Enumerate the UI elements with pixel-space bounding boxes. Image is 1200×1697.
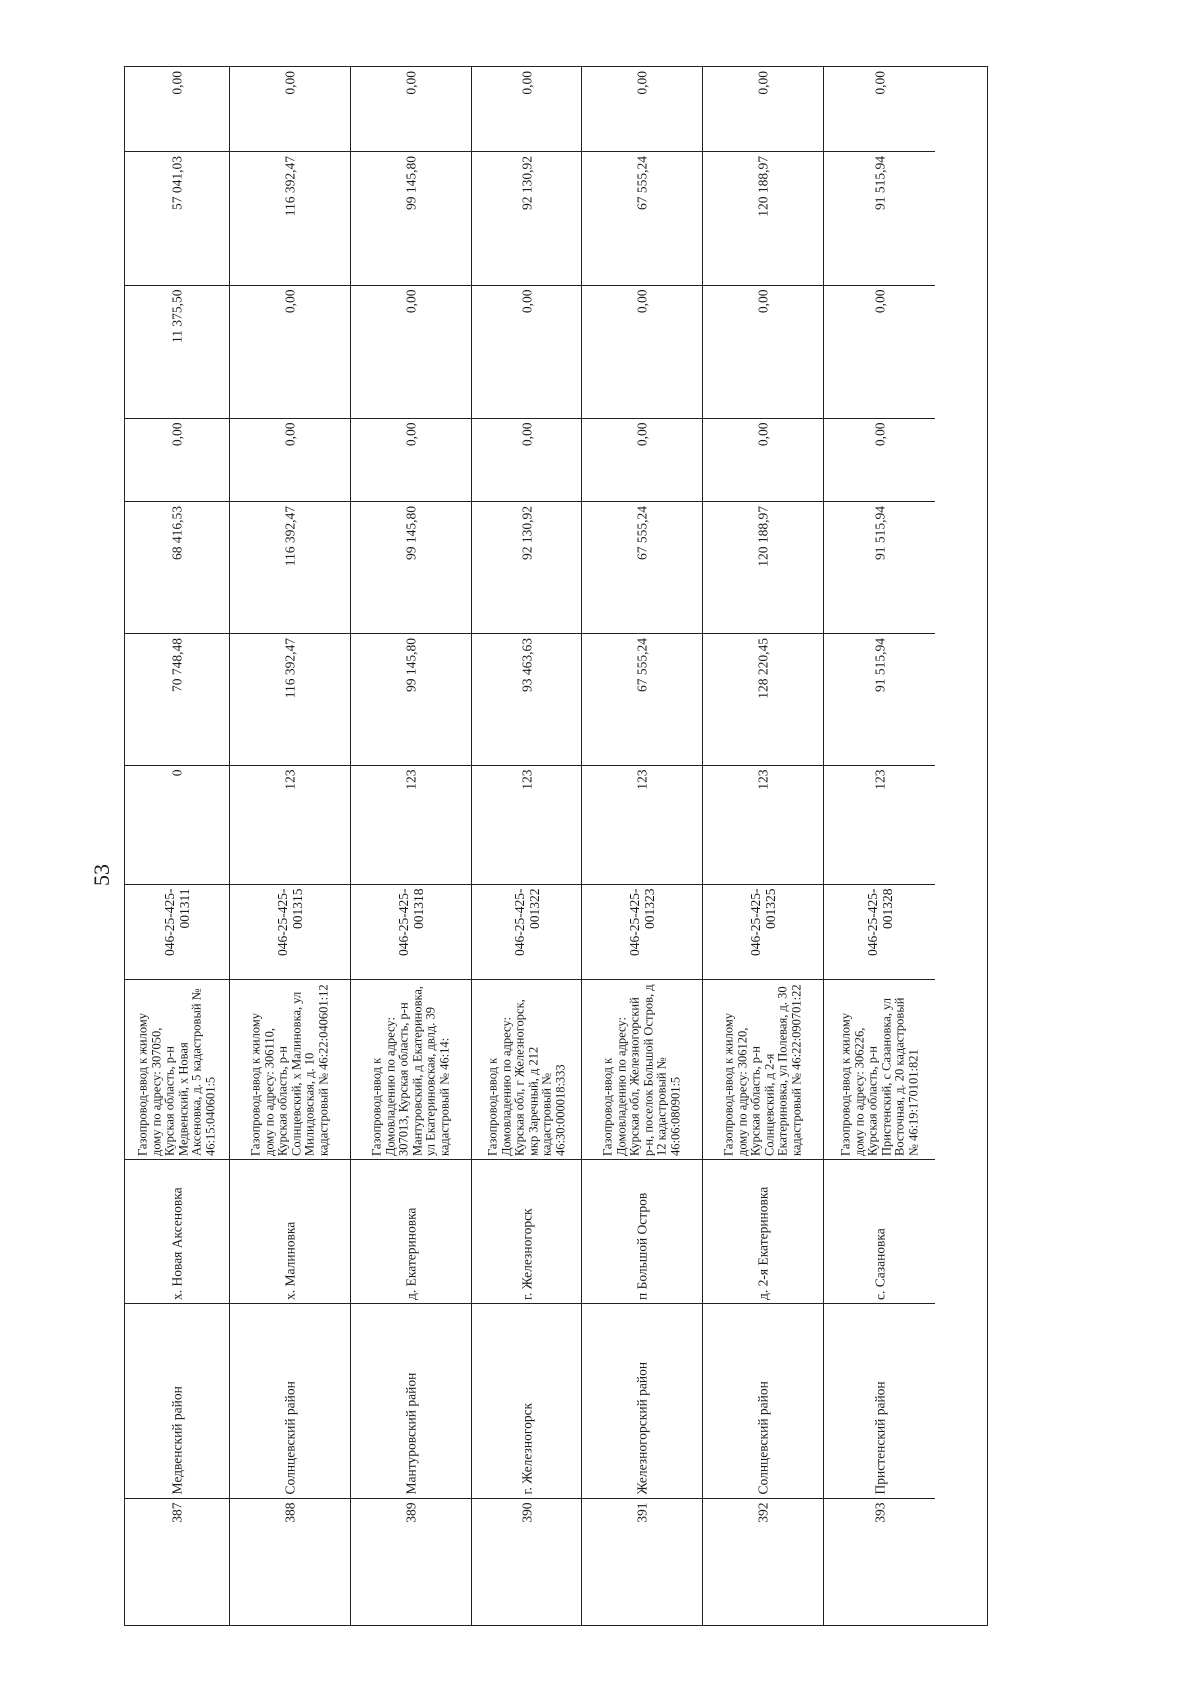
cell-v5	[125, 151, 229, 285]
cell-settlement	[824, 1159, 935, 1303]
cell-text: 392	[755, 1502, 771, 1523]
cell-v1	[824, 633, 935, 765]
cell-text: 116 392,47	[282, 637, 298, 698]
cell-text: 0,00	[403, 289, 419, 314]
cell-text: Газопровод-ввод к жилому дому по адресу: 306120, Курская область, р-н Солнцевский, д 2-я Екатериновка, ул Полевая, д. 30 кадастровый № 46:22:090701:22	[721, 983, 803, 1156]
cell-text: 0,00	[169, 422, 185, 447]
cell-text: 0,00	[169, 71, 185, 95]
cell-v1	[472, 633, 581, 765]
cell-text: 123	[755, 769, 771, 790]
cell-text: 0,00	[872, 289, 887, 314]
cell-v6	[824, 67, 935, 151]
cell-text: 91 515,94	[872, 505, 887, 560]
cell-v5	[703, 151, 823, 285]
cell-text: 91 515,94	[872, 155, 887, 210]
cell-v1	[582, 633, 702, 765]
cell-text: г. Железногорск	[519, 1207, 534, 1300]
data-table	[124, 66, 988, 1626]
cell-text: 116 392,47	[282, 505, 298, 566]
cell-text: 67 555,24	[634, 155, 650, 210]
cell-v4	[472, 285, 581, 418]
cell-v3	[703, 418, 823, 501]
cell-v1	[351, 633, 471, 765]
cell-v3	[582, 418, 702, 501]
cell-text: х. Новая Аксеновка	[169, 1186, 185, 1300]
cell-text: 123	[872, 769, 887, 790]
cell-text: 92 130,92	[519, 155, 534, 210]
cell-text: с. Сазановка	[872, 1227, 887, 1300]
cell-text: 0,00	[634, 422, 650, 447]
cell-text: 123	[403, 769, 419, 790]
cell-rate	[824, 765, 935, 884]
cell-index	[582, 1498, 702, 1627]
cell-v2	[230, 501, 350, 633]
cell-v5	[230, 151, 350, 285]
cell-v5	[351, 151, 471, 285]
cell-text: Газопровод-ввод к жилому дому по адресу: 306110, Курская область, р-н Солнцевский, х Малиновка, ул Милидовская, д. 10 кадастровый № 46:22:040601:12	[248, 983, 330, 1156]
cell-settlement	[125, 1159, 229, 1303]
cell-text: 57 041,03	[169, 155, 185, 210]
cell-text: 123	[634, 769, 650, 790]
cell-index	[230, 1498, 350, 1627]
cell-text: Медвенский район	[169, 1386, 185, 1495]
cell-code	[703, 884, 823, 979]
cell-text: Газопровод-ввод к Домовладению по адресу: 307013, Курская область, р-н Мантуровский, д Екатериновка, ул Екатериновская, двлд. 39 кадастровый № 46:14:	[369, 985, 451, 1156]
cell-object	[824, 979, 935, 1159]
cell-settlement	[230, 1159, 350, 1303]
cell-text: 92 130,92	[519, 505, 534, 560]
cell-text: 99 145,80	[403, 155, 419, 210]
cell-text: 046-25-425-001315	[275, 888, 305, 956]
cell-text: Газопровод-ввод к Домовладению по адресу: Курская обл, г Железногорск, мкр Заречный, д 212 кадастровый № 46:30:000018:333	[485, 998, 567, 1156]
cell-v1	[230, 633, 350, 765]
table-row	[703, 67, 824, 1625]
cell-text: 0,00	[403, 71, 419, 95]
cell-v1	[703, 633, 823, 765]
table-row	[582, 67, 703, 1625]
cell-v1	[125, 633, 229, 765]
cell-rate	[472, 765, 581, 884]
cell-text: 93 463,63	[519, 637, 534, 692]
cell-v3	[824, 418, 935, 501]
cell-v5	[824, 151, 935, 285]
cell-code	[824, 884, 935, 979]
cell-text: 046-25-425-001318	[396, 888, 426, 956]
cell-text: 120 188,97	[755, 155, 771, 217]
cell-text: 123	[519, 769, 534, 790]
cell-v3	[351, 418, 471, 501]
cell-district	[230, 1303, 350, 1498]
cell-text: 0,00	[519, 289, 534, 314]
cell-v3	[230, 418, 350, 501]
cell-index	[472, 1498, 581, 1627]
cell-text: 0	[169, 769, 185, 777]
cell-v2	[472, 501, 581, 633]
cell-text: 128 220,45	[755, 637, 771, 699]
cell-code	[472, 884, 581, 979]
cell-text: 0,00	[403, 422, 419, 447]
cell-rate	[703, 765, 823, 884]
cell-rate	[125, 765, 229, 884]
table-row	[230, 67, 351, 1625]
cell-text: 0,00	[872, 422, 887, 447]
cell-object	[582, 979, 702, 1159]
cell-text: 116 392,47	[282, 155, 298, 216]
cell-object	[472, 979, 581, 1159]
cell-text: 0,00	[282, 71, 298, 95]
cell-v6	[351, 67, 471, 151]
cell-text: 391	[634, 1502, 650, 1523]
cell-v2	[125, 501, 229, 633]
cell-text: 0,00	[282, 289, 298, 314]
cell-text: 67 555,24	[634, 505, 650, 560]
cell-text: 046-25-425-001325	[748, 888, 778, 956]
cell-v5	[472, 151, 581, 285]
cell-text: 99 145,80	[403, 505, 419, 560]
cell-text: 393	[872, 1502, 887, 1523]
cell-text: д. 2-я Екатериновка	[755, 1186, 771, 1300]
cell-text: 120 188,97	[755, 505, 771, 567]
cell-index	[703, 1498, 823, 1627]
cell-text: 046-25-425-001322	[511, 888, 542, 956]
cell-text: 11 375,50	[169, 289, 185, 343]
cell-v4	[230, 285, 350, 418]
cell-settlement	[703, 1159, 823, 1303]
cell-v6	[125, 67, 229, 151]
cell-v4	[703, 285, 823, 418]
cell-text: 0,00	[755, 289, 771, 314]
cell-text: 123	[282, 769, 298, 790]
cell-text: 046-25-425-001323	[627, 888, 657, 956]
cell-v4	[582, 285, 702, 418]
cell-v2	[351, 501, 471, 633]
cell-text: Газопровод-ввод к жилому дому по адресу: 307050, Курская область, р-н Медвенский, х Новая Аксеновка, д. 5 кадастровый № 46:15:040601:5	[135, 987, 217, 1156]
cell-district	[125, 1303, 229, 1498]
cell-text: 0,00	[519, 422, 534, 447]
cell-text: 0,00	[755, 422, 771, 447]
cell-code	[230, 884, 350, 979]
cell-text: д. Екатериновка	[403, 1207, 419, 1300]
cell-code	[351, 884, 471, 979]
cell-rate	[582, 765, 702, 884]
cell-text: 046-25-425-001328	[864, 888, 895, 956]
cell-text: х. Малиновка	[282, 1221, 298, 1300]
cell-index	[351, 1498, 471, 1627]
cell-district	[351, 1303, 471, 1498]
cell-rate	[351, 765, 471, 884]
cell-object	[351, 979, 471, 1159]
cell-v6	[582, 67, 702, 151]
cell-text: Газопровод-ввод к Домовладению по адресу: Курская обл, Железногорский р-н, поселок Большой Остров, д 12 кадастровый № 46:06:080901:5	[600, 983, 682, 1156]
cell-text: Солнцевский район	[282, 1381, 298, 1495]
cell-v4	[125, 285, 229, 418]
cell-settlement	[351, 1159, 471, 1303]
cell-object	[230, 979, 350, 1159]
cell-v2	[582, 501, 702, 633]
cell-text: Газопровод-ввод к жилому дому по адресу: 306226, Курская область, р-н Пристенский, с Сазановка, ул Восточная, д. 20 кадастровый № 46:19:170101:821	[838, 997, 920, 1156]
cell-text: 0,00	[755, 71, 771, 95]
cell-text: г. Железногорск	[519, 1402, 534, 1495]
cell-text: п Большой Остров	[634, 1192, 650, 1300]
cell-district	[824, 1303, 935, 1498]
cell-text: 0,00	[519, 71, 534, 95]
cell-index	[824, 1498, 935, 1627]
cell-text: 0,00	[872, 71, 887, 95]
cell-v4	[351, 285, 471, 418]
cell-text: 0,00	[634, 289, 650, 314]
page-number: 53	[89, 864, 114, 886]
cell-v4	[824, 285, 935, 418]
cell-v6	[703, 67, 823, 151]
cell-text: 91 515,94	[872, 637, 887, 692]
cell-object	[703, 979, 823, 1159]
cell-text: Мантуровский район	[403, 1372, 419, 1495]
cell-text: 99 145,80	[403, 637, 419, 692]
cell-v2	[703, 501, 823, 633]
cell-v6	[230, 67, 350, 151]
cell-text: 387	[169, 1502, 185, 1523]
cell-text: 0,00	[282, 422, 298, 447]
cell-district	[582, 1303, 702, 1498]
cell-text: 390	[519, 1502, 534, 1523]
cell-text: 389	[403, 1502, 419, 1523]
cell-v2	[824, 501, 935, 633]
cell-text: 68 416,53	[169, 505, 185, 560]
cell-code	[582, 884, 702, 979]
cell-text: 0,00	[634, 71, 650, 95]
cell-settlement	[582, 1159, 702, 1303]
cell-index	[125, 1498, 229, 1627]
cell-text: Пристенский район	[872, 1381, 887, 1495]
cell-district	[703, 1303, 823, 1498]
cell-v3	[125, 418, 229, 501]
table-row	[472, 67, 582, 1625]
cell-text: 388	[282, 1502, 298, 1523]
cell-text: 70 748,48	[169, 637, 185, 692]
cell-v3	[472, 418, 581, 501]
cell-text: Железногорский район	[634, 1361, 650, 1495]
cell-district	[472, 1303, 581, 1498]
cell-rate	[230, 765, 350, 884]
cell-text: Солнцевский район	[755, 1381, 771, 1495]
cell-text: 046-25-425-001311	[162, 888, 192, 956]
table-row	[125, 67, 230, 1625]
cell-code	[125, 884, 229, 979]
cell-v6	[472, 67, 581, 151]
cell-text: 67 555,24	[634, 637, 650, 692]
cell-settlement	[472, 1159, 581, 1303]
cell-object	[125, 979, 229, 1159]
table-row	[351, 67, 472, 1625]
table-row	[824, 67, 935, 1625]
cell-v5	[582, 151, 702, 285]
